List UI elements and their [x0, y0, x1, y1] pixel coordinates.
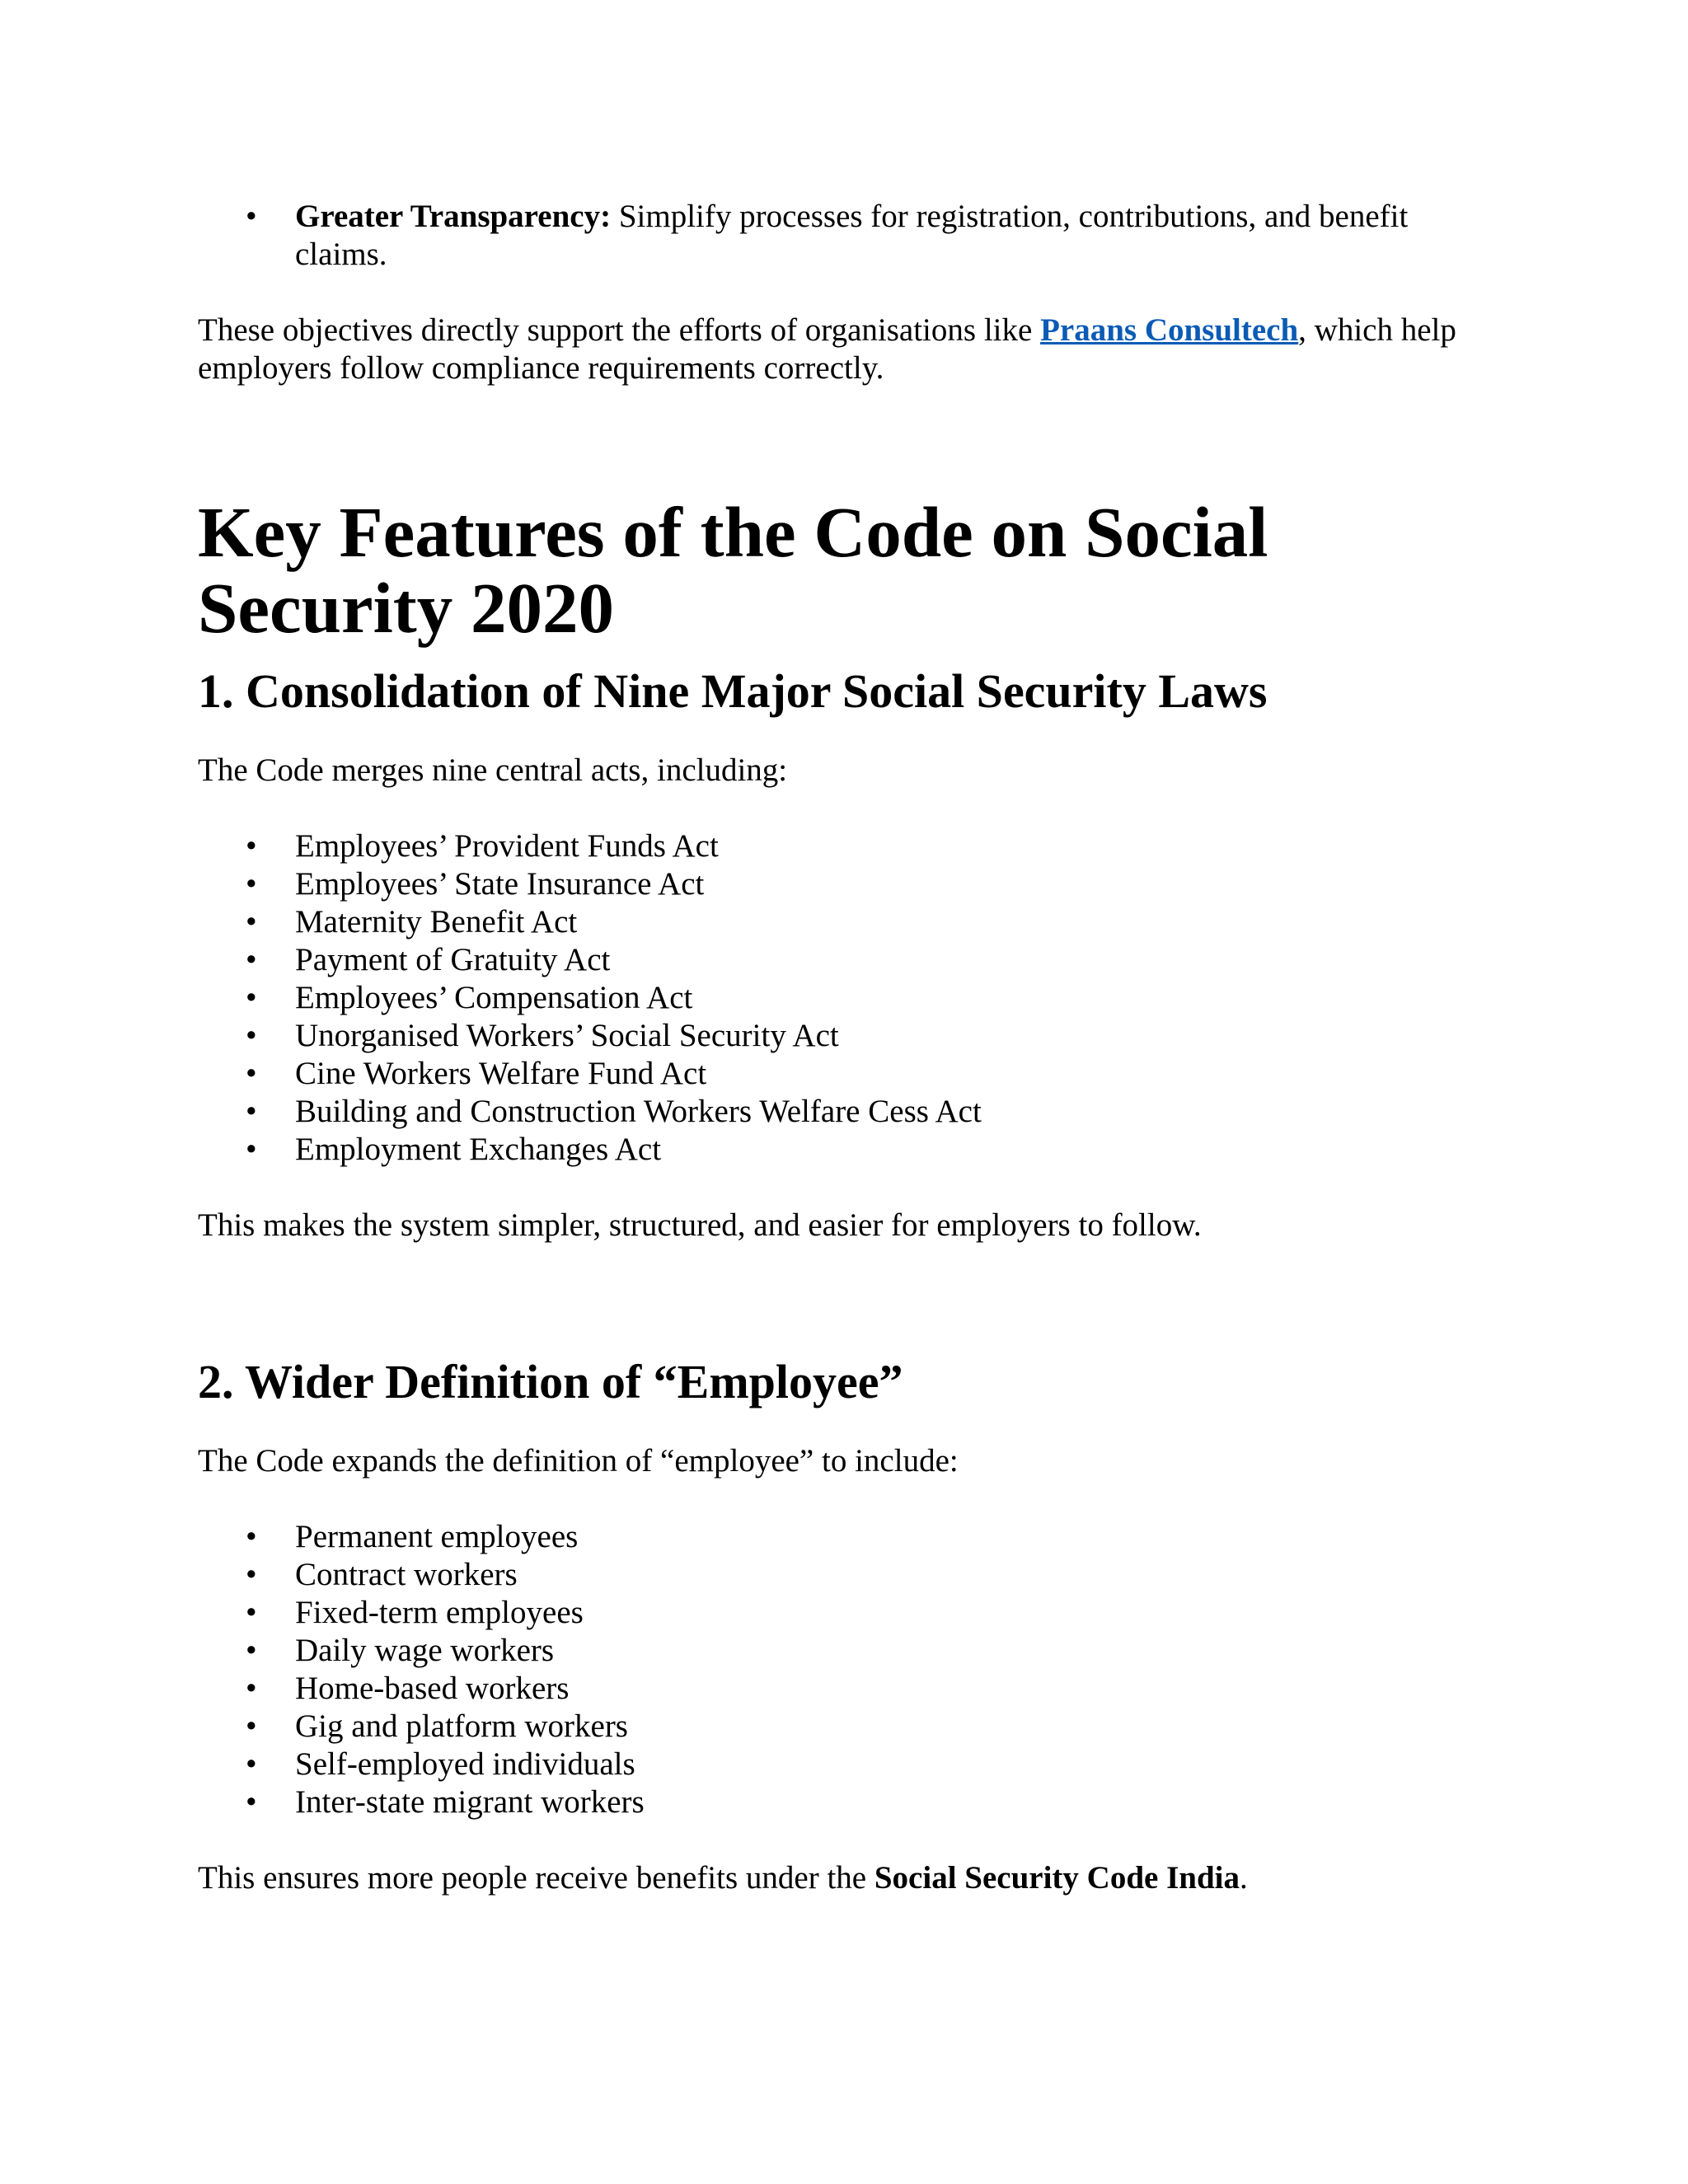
section2-heading: 2. Wider Definition of “Employee” [198, 1355, 903, 1408]
list-item [198, 1093, 1492, 1131]
list-item-text: Daily wage workers [295, 1633, 555, 1668]
intro-paragraph [198, 312, 1492, 387]
bullet: • [246, 980, 257, 1015]
list-item-text: Employees’ State Insurance Act [295, 866, 705, 902]
section2-lead: The Code expands the definition of “employee” to include: [198, 1443, 959, 1479]
list-item-text: Inter-state migrant workers [295, 1784, 645, 1820]
bullet: • [246, 1746, 257, 1782]
intro-list [198, 198, 1492, 274]
list-item-text: Payment of Gratuity Act [295, 942, 611, 977]
list-item-text: Fixed-term employees [295, 1595, 584, 1630]
section1-heading: 1. Consolidation of Nine Major Social Security Laws [198, 664, 1268, 718]
list-item-text: Self-employed individuals [295, 1746, 635, 1782]
list-item-text: Simplify processes for registration, contributions, and benefit claims. [295, 199, 1409, 272]
section1-list [198, 827, 1492, 1169]
list-item-text: Employees’ Compensation Act [295, 980, 693, 1015]
bullet: • [246, 1132, 257, 1167]
list-item [198, 1055, 1492, 1093]
bullet: • [246, 1671, 257, 1706]
section1-lead: The Code merges nine central acts, including: [198, 752, 788, 788]
list-item-text: Permanent employees [295, 1519, 579, 1554]
list-item [198, 1670, 1492, 1708]
bullet: • [246, 1708, 257, 1744]
bullet: • [246, 1519, 257, 1554]
section2-closing-before: This ensures more people receive benefits under the [198, 1860, 874, 1896]
list-item [198, 198, 1492, 274]
document-content [198, 198, 1492, 1897]
list-item [198, 1017, 1492, 1055]
list-item [198, 865, 1492, 903]
list-item-text: Unorganised Workers’ Social Security Act [295, 1018, 839, 1053]
section2-closing-bold: Social Security Code India [874, 1860, 1240, 1896]
list-item-text: Employees’ Provident Funds Act [295, 828, 719, 864]
section1-closing: This makes the system simpler, structured, and easier for employers to follow. [198, 1207, 1202, 1243]
intro-paragraph-before: These objectives directly support the efforts of organisations like [198, 312, 1041, 348]
list-item-text: Cine Workers Welfare Fund Act [295, 1056, 707, 1091]
list-item [198, 1594, 1492, 1632]
list-item [198, 1556, 1492, 1594]
list-item [198, 979, 1492, 1017]
bullet: • [246, 1784, 257, 1820]
bullet: • [246, 904, 257, 940]
intro-paragraph-after: , which help employers follow compliance requirements correctly. [198, 312, 1456, 386]
list-item [198, 1131, 1492, 1169]
bullet: • [246, 1633, 257, 1668]
bullet: • [246, 866, 257, 902]
main-heading: Key Features of the Code on Social Security 2020 [198, 492, 1268, 648]
list-item [198, 1518, 1492, 1556]
bullet: • [246, 1557, 257, 1592]
section2-closing-after: . [1239, 1860, 1248, 1896]
list-item-text: Maternity Benefit Act [295, 904, 578, 940]
bullet: • [246, 942, 257, 977]
section2-closing [198, 1859, 1492, 1897]
list-item [198, 1632, 1492, 1670]
list-item-text: Building and Construction Workers Welfare Cess Act [295, 1094, 982, 1129]
bullet: • [246, 199, 257, 234]
list-item [198, 1708, 1492, 1746]
list-item [198, 827, 1492, 865]
bullet: • [246, 1094, 257, 1129]
praans-consultech-link[interactable]: Praans Consultech [1040, 312, 1299, 348]
bullet: • [246, 1018, 257, 1053]
list-item-text: Home-based workers [295, 1671, 570, 1706]
list-item-text: Employment Exchanges Act [295, 1132, 662, 1167]
list-item [198, 1783, 1492, 1821]
list-item-term: Greater Transparency: [295, 199, 612, 234]
section2-list [198, 1518, 1492, 1821]
list-item-text: Contract workers [295, 1557, 518, 1592]
bullet: • [246, 1595, 257, 1630]
list-item-text: Gig and platform workers [295, 1708, 628, 1744]
bullet: • [246, 1056, 257, 1091]
list-item [198, 1746, 1492, 1783]
bullet: • [246, 828, 257, 864]
list-item [198, 941, 1492, 979]
list-item [198, 903, 1492, 941]
